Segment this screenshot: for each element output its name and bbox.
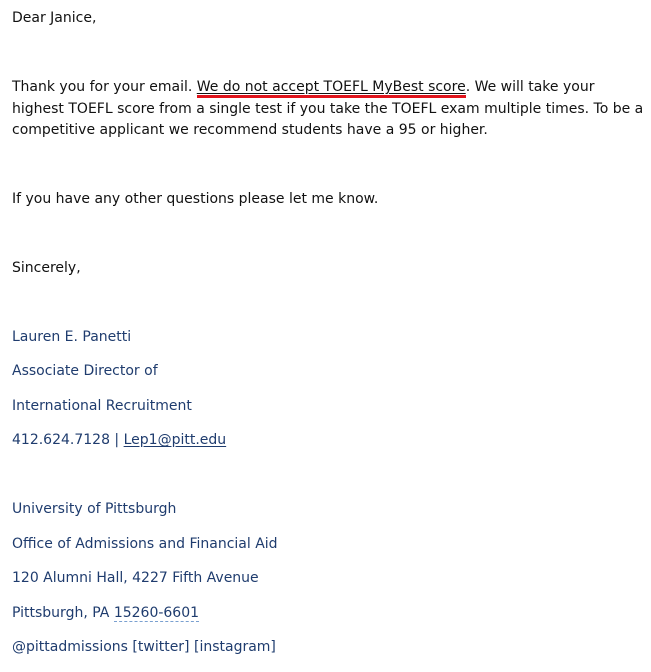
signature-address: 120 Alumni Hall, 4227 Fifth Avenue [12, 570, 259, 586]
body-intro: Thank you for your email. [12, 79, 197, 95]
phone-number: 412.624.7128 [12, 432, 110, 448]
questions-line: If you have any other questions please let me know. [12, 191, 379, 207]
email-link[interactable]: Lep1@pitt.edu [123, 432, 227, 448]
signature-office: Office of Admissions and Financial Aid [12, 536, 278, 552]
closing: Sincerely, [12, 260, 81, 276]
signature-title-line-1: Associate Director of [12, 363, 158, 379]
greeting: Dear Janice, [12, 10, 97, 26]
signature-contact [12, 430, 226, 451]
social-handle: @pittadmissions [12, 639, 133, 655]
body-paragraph [12, 77, 648, 142]
zip-code: 15260-6601 [113, 605, 200, 621]
signature-social [12, 637, 276, 658]
signature-university: University of Pittsburgh [12, 501, 177, 517]
signature-name: Lauren E. Panetti [12, 329, 132, 345]
city-state: Pittsburgh, PA [12, 605, 114, 621]
signature-title-line-2: International Recruitment [12, 398, 192, 414]
twitter-link[interactable]: [twitter] [132, 639, 190, 655]
highlighted-policy-text: We do not accept TOEFL MyBest score [197, 79, 466, 98]
instagram-link[interactable]: [instagram] [193, 639, 276, 655]
contact-separator: | [109, 432, 124, 448]
signature-city-state [12, 603, 199, 624]
body-rest: . We will take your highest TOEFL score from a single test if you take the TOEFL exam multiple times. To be a competitive applicant we recommend students have a 95 or higher. [12, 79, 644, 138]
